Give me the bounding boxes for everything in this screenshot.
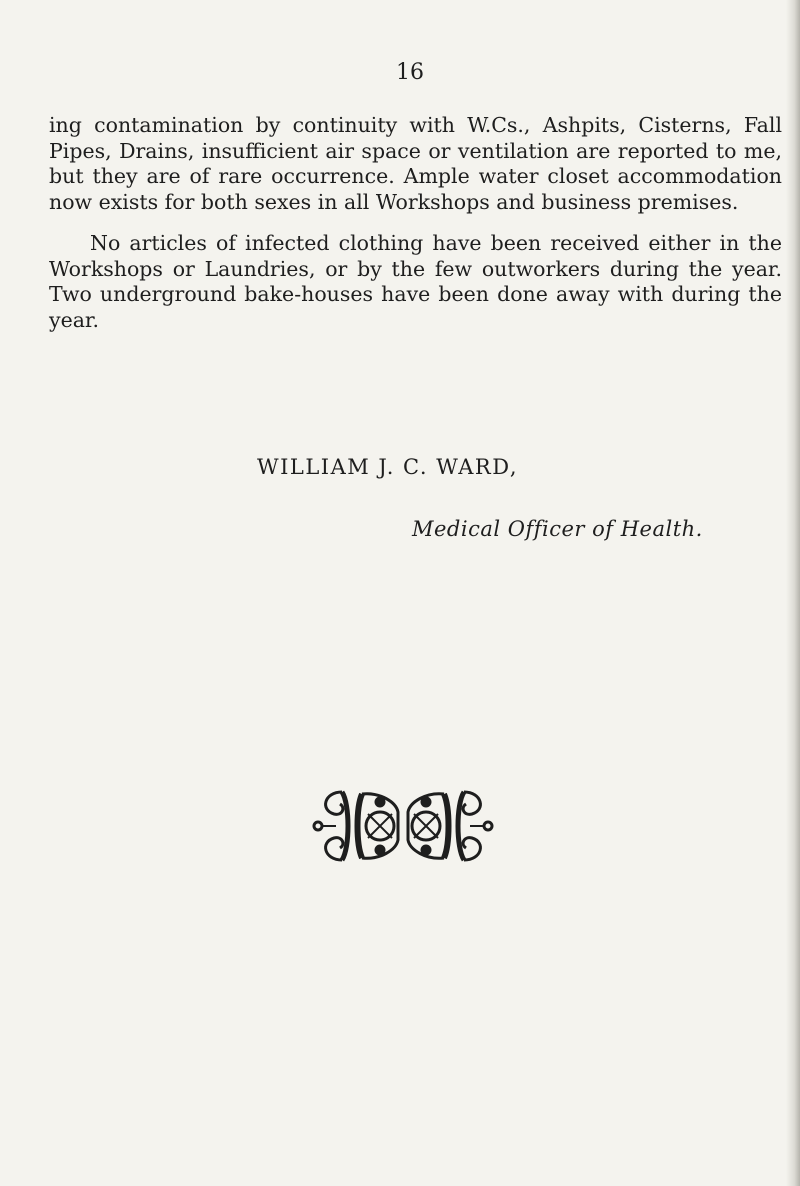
paragraph-2: No articles of infected clothing have been received either in the Workshops or Laundries, or by the few outworkers during the year. Two underground bake-houses have been done away with during the year. <box>49 231 782 332</box>
page-edge-shadow <box>786 0 800 1186</box>
signature-title: Medical Officer of Health. <box>412 517 703 541</box>
signature-name: WILLIAM J. C. WARD, <box>257 455 518 479</box>
page-number: 16 <box>396 60 424 85</box>
printers-ornament-icon <box>312 784 494 868</box>
body-text <box>49 113 782 333</box>
paragraph-1: ing contamination by continuity with W.Cs., Ashpits, Cisterns, Fall Pipes, Drains, insufficient air space or ventilation are reported to me, but they are of rare occurrence. Ample water closet accommodation now exists for both sexes in all Workshops and business premises. <box>49 113 782 214</box>
